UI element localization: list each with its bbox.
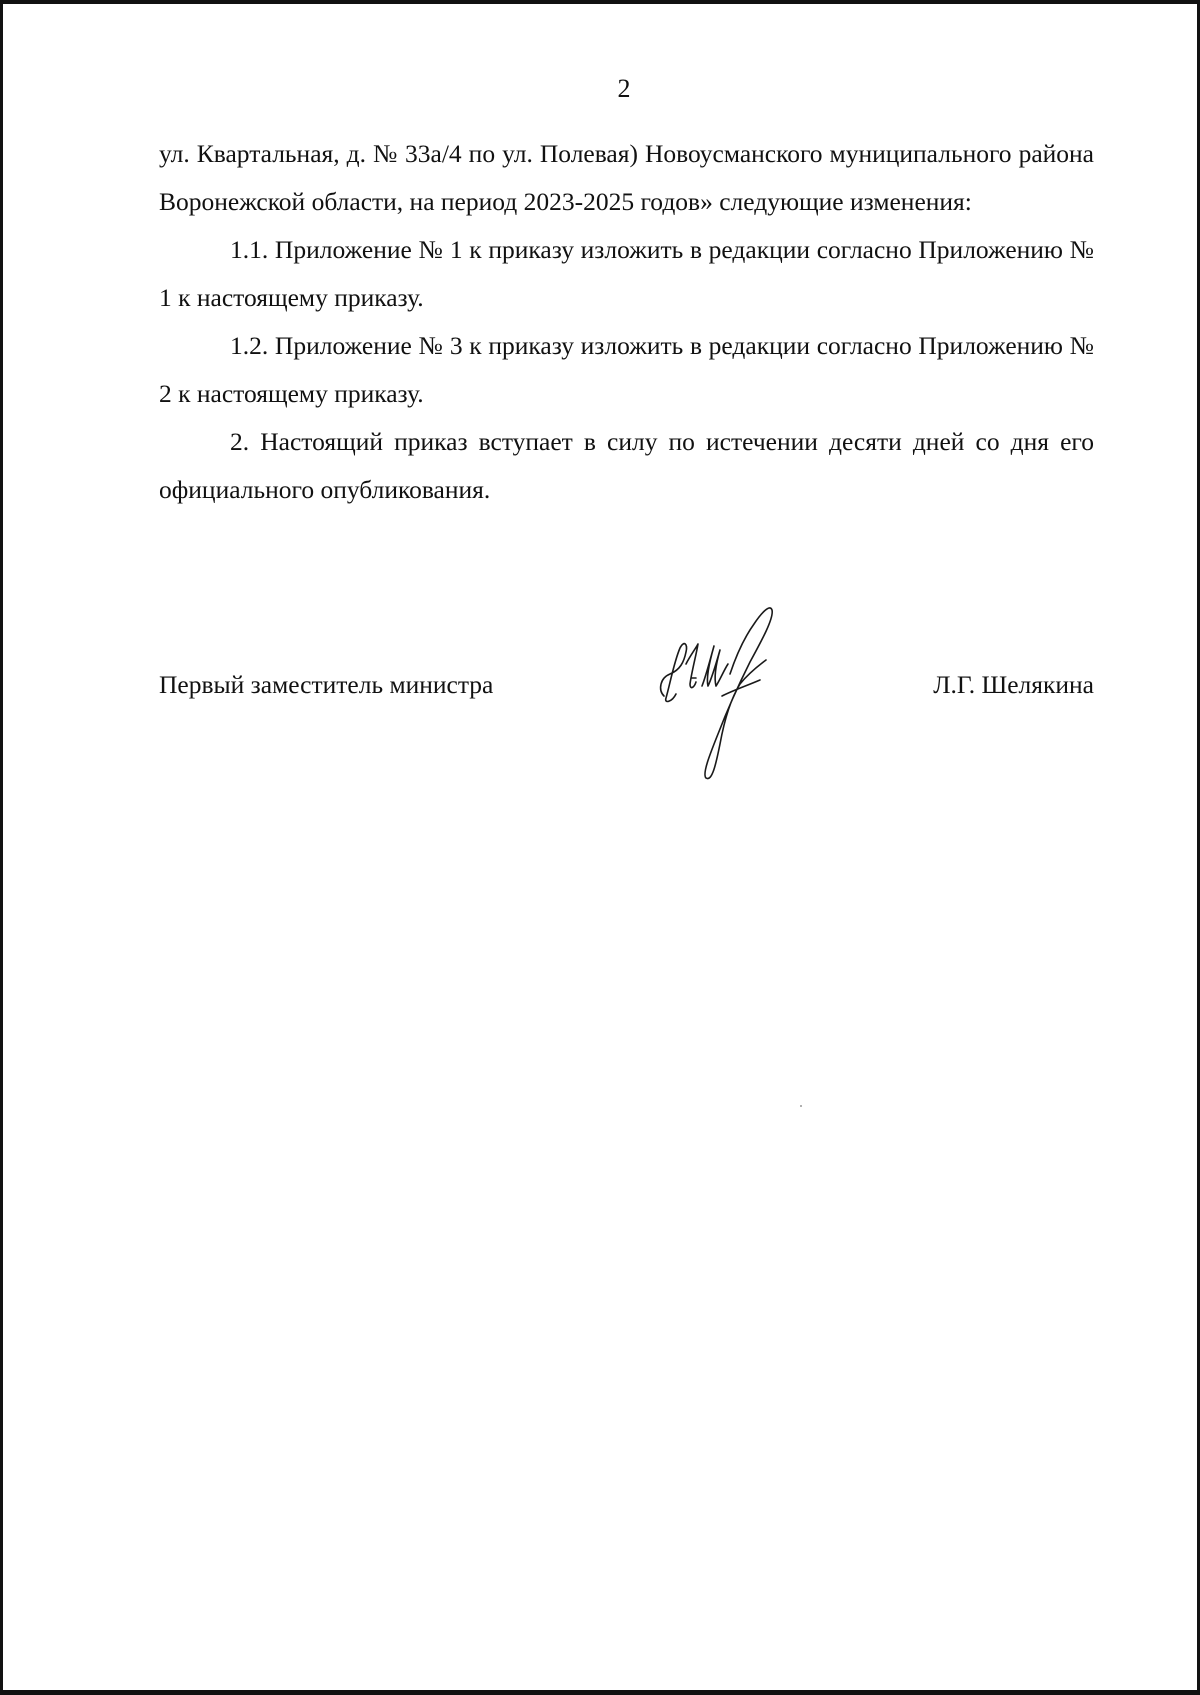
signature-block (159, 668, 1094, 708)
paragraph-continuation: ул. Квартальная, д. № 33а/4 по ул. Полевая) Новоусманского муниципального района Воронежской области, на период 2023-2025 годов» следующие изменения: (159, 139, 1094, 216)
scan-speck (800, 1105, 802, 1107)
paragraph-item-1-2: 1.2. Приложение № 3 к приказу изложить в редакции согласно Приложению № 2 к настоящему приказу. (159, 331, 1094, 408)
page-number: 2 (617, 74, 631, 103)
signatory-position: Первый заместитель министра (159, 670, 494, 699)
signatory-name: Л.Г. Шелякина (933, 670, 1094, 699)
paragraph-item-1-1: 1.1. Приложение № 1 к приказу изложить в редакции согласно Приложению № 1 к настоящему приказу. (159, 235, 1094, 312)
document-body (159, 130, 1094, 514)
paragraph-item-2: 2. Настоящий приказ вступает в силу по истечении десяти дней со дня его официального опубликования. (159, 427, 1094, 504)
handwritten-signature (650, 604, 820, 784)
